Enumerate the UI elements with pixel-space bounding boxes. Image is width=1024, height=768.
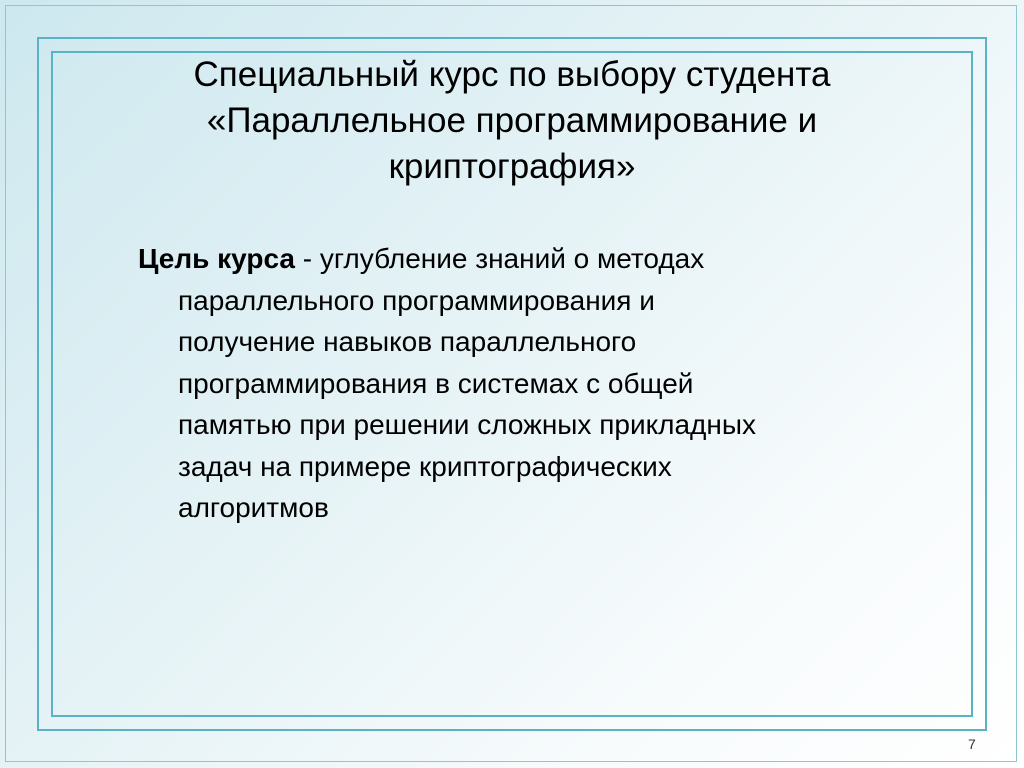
course-goal-first-line [138, 238, 928, 280]
course-goal-line-6: задач на примере криптографических [178, 450, 672, 482]
course-goal-paragraph [138, 238, 928, 529]
course-goal-line-4: программирования в системах с общей [178, 367, 694, 399]
slide-title-line-1: Специальный курс по выбору студента [193, 55, 831, 94]
slide-title-line-3: криптография» [388, 147, 636, 186]
course-goal-first-line-text: - углубление знаний о методах [294, 243, 705, 274]
course-goal-line-3: получение навыков параллельного [178, 326, 637, 357]
slide-title [80, 52, 944, 190]
course-goal-line-2: параллельного программирования и [178, 284, 655, 316]
slide-page-number: 7 [968, 736, 976, 752]
course-goal-label: Цель курса [138, 243, 295, 274]
course-goal-line-5: памятью при решении сложных прикладных [178, 409, 756, 440]
course-goal-line-7: алгоритмов [178, 492, 329, 523]
slide-title-line-2: «Параллельное программирование и [206, 101, 818, 140]
